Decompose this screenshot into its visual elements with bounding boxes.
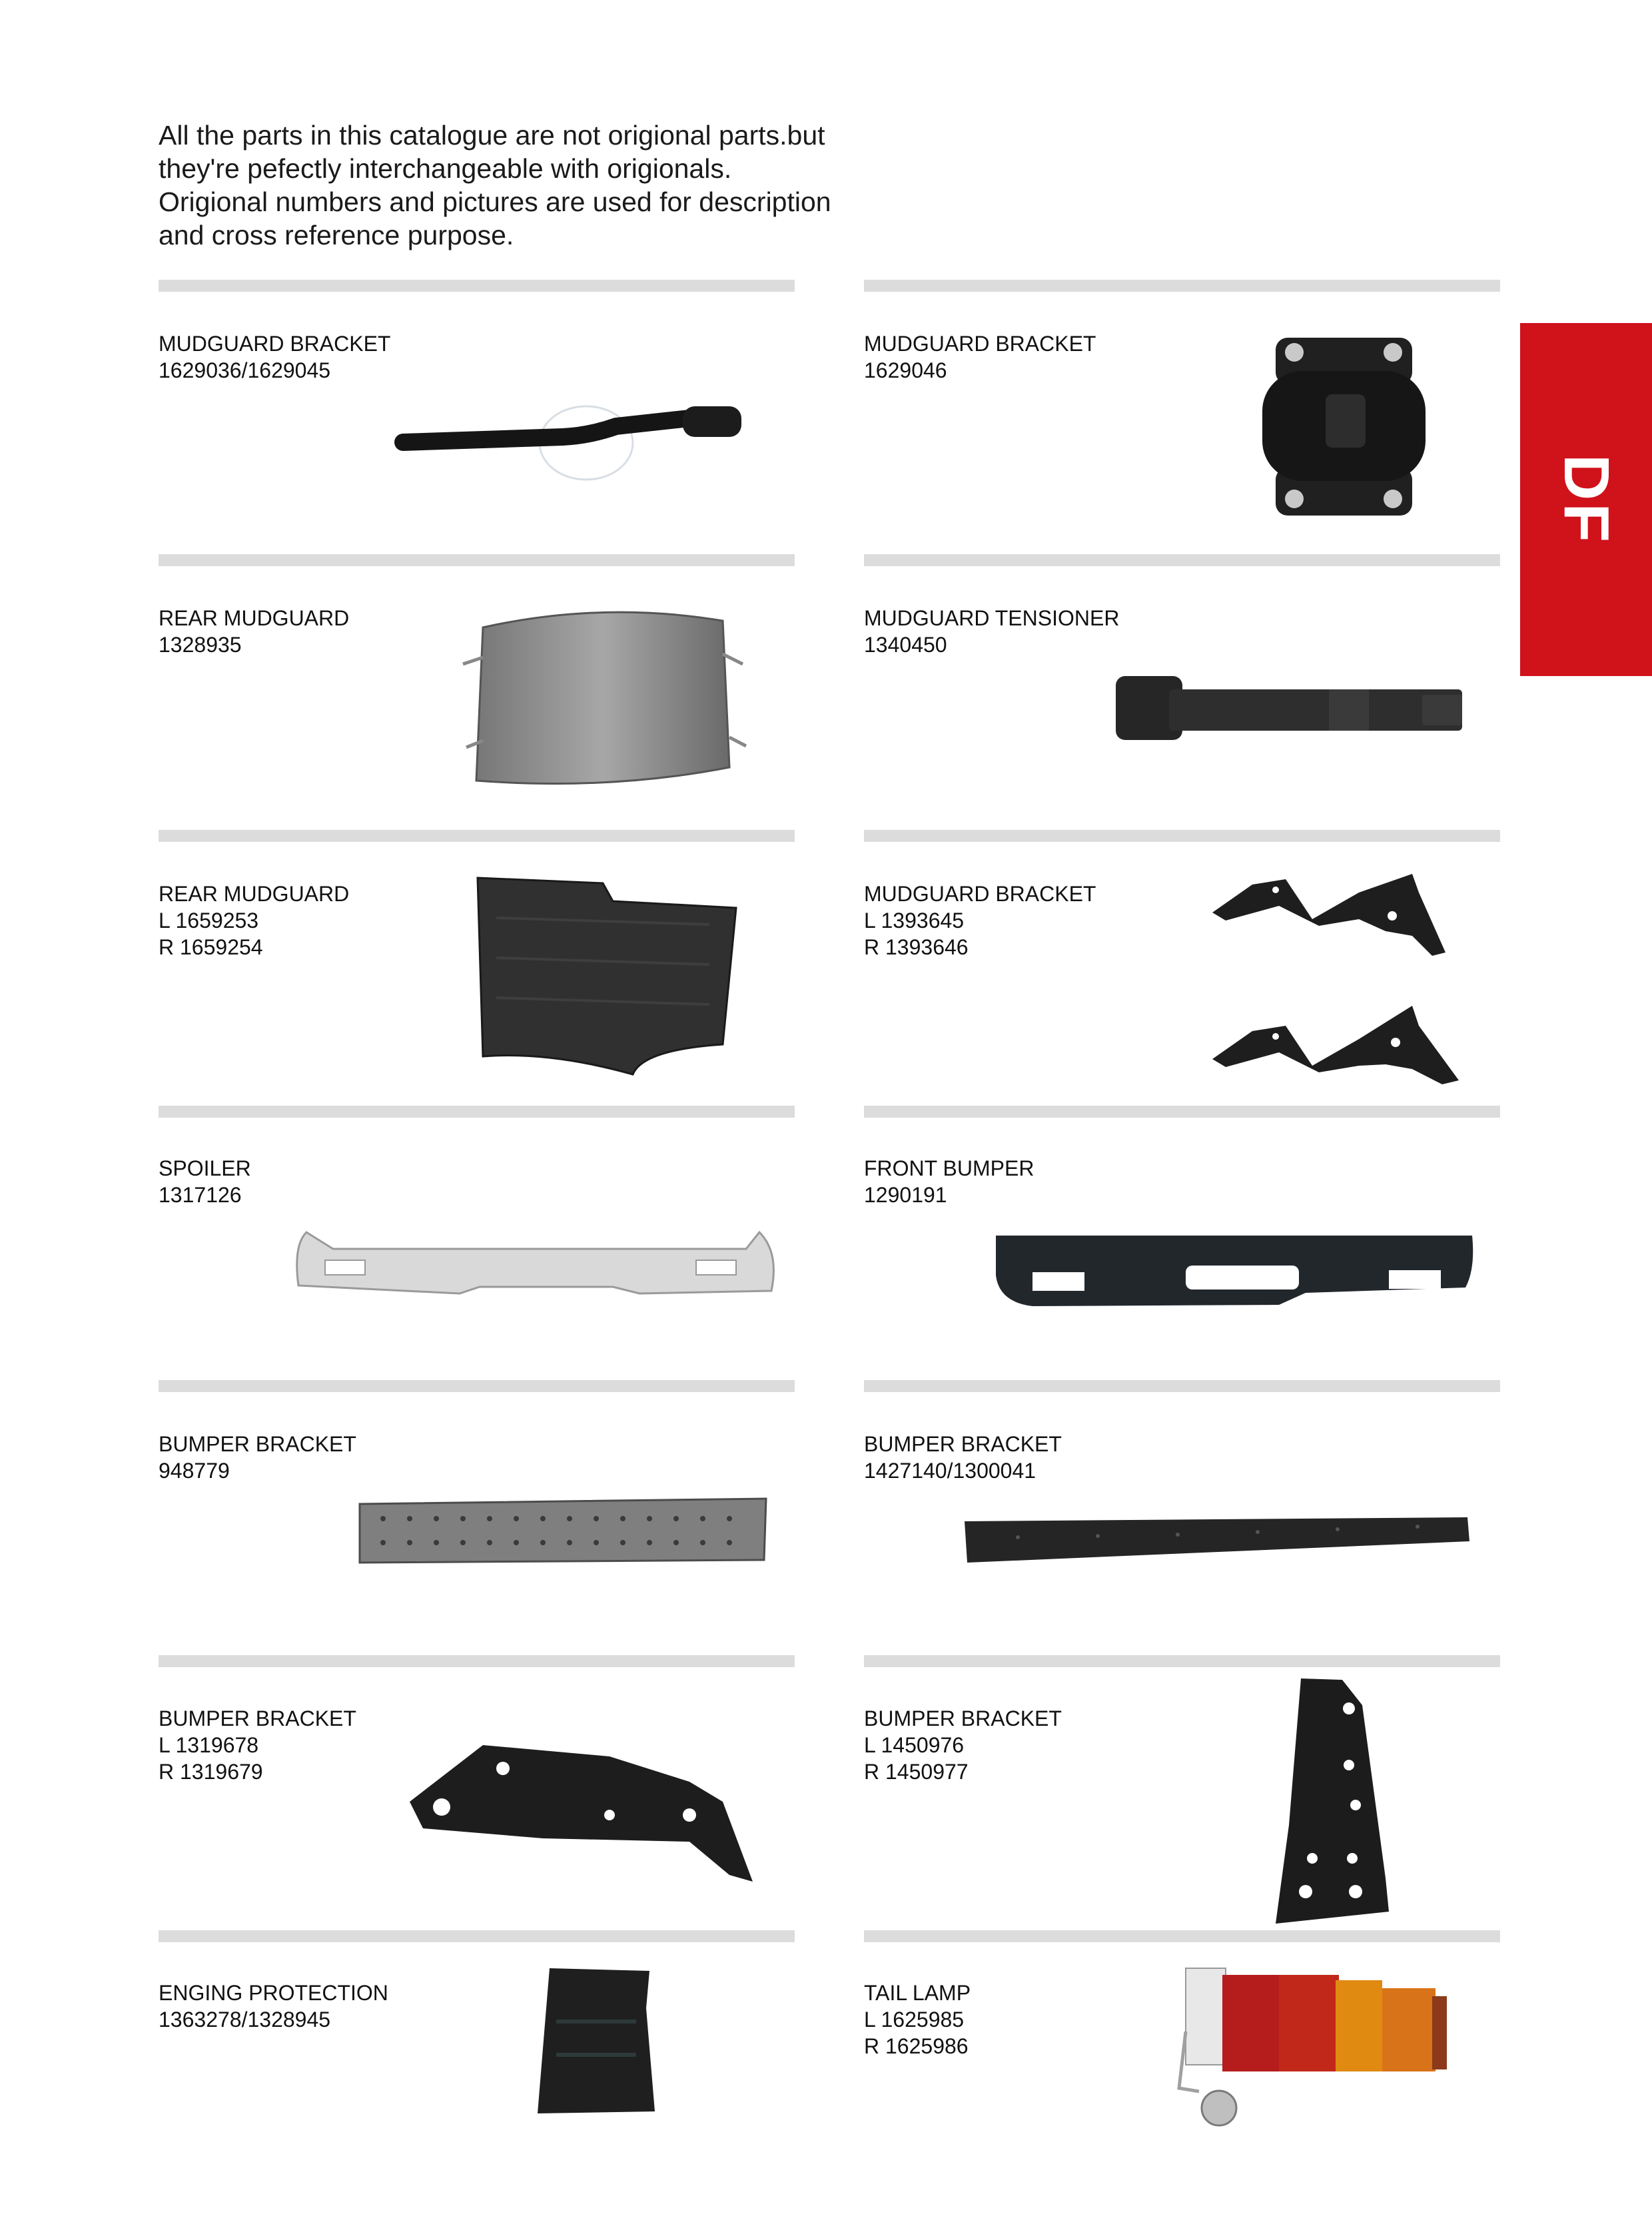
part-label bbox=[159, 605, 349, 658]
part-label bbox=[864, 330, 1096, 384]
part-name: FRONT BUMPER bbox=[864, 1156, 1034, 1180]
brand-side-tab bbox=[1520, 323, 1652, 676]
part-label bbox=[864, 1705, 1062, 1785]
section-divider bbox=[864, 1655, 1500, 1667]
part-number: 1290191 bbox=[864, 1183, 947, 1207]
part-label bbox=[864, 881, 1096, 960]
engine-guard-icon bbox=[536, 1968, 656, 2115]
part-number: 1363278/1328945 bbox=[159, 2008, 331, 2032]
part-number: 1427140/1300041 bbox=[864, 1459, 1036, 1483]
part-label bbox=[864, 605, 1119, 658]
part-name: BUMPER BRACKET bbox=[159, 1706, 356, 1730]
part-name: BUMPER BRACKET bbox=[864, 1706, 1062, 1730]
section-divider bbox=[159, 830, 795, 842]
part-label bbox=[159, 1705, 356, 1785]
section-divider bbox=[864, 554, 1500, 566]
part-number: 1328935 bbox=[159, 633, 242, 657]
part-name: MUDGUARD BRACKET bbox=[864, 332, 1096, 356]
mudguard-bracket-clamp-icon bbox=[1262, 331, 1426, 521]
mudguard-bracket-pair-icon bbox=[1212, 873, 1465, 1086]
part-name: TAIL LAMP bbox=[864, 1981, 971, 2005]
part-label bbox=[159, 1155, 251, 1208]
part-label bbox=[159, 1980, 388, 2033]
part-name: BUMPER BRACKET bbox=[864, 1432, 1062, 1456]
part-name: MUDGUARD BRACKET bbox=[864, 882, 1096, 906]
part-label bbox=[159, 881, 349, 960]
section-divider bbox=[159, 1106, 795, 1118]
section-divider bbox=[864, 1930, 1500, 1942]
part-number: R 1659254 bbox=[159, 935, 263, 959]
part-label bbox=[864, 1155, 1034, 1208]
part-name: MUDGUARD TENSIONER bbox=[864, 606, 1120, 630]
part-name: ENGING PROTECTION bbox=[159, 1981, 388, 2005]
part-number: 1629036/1629045 bbox=[159, 358, 331, 382]
part-number: L 1659253 bbox=[159, 909, 259, 932]
tail-lamp-icon bbox=[1172, 1968, 1452, 2128]
part-name: MUDGUARD BRACKET bbox=[159, 332, 391, 356]
rubber-tensioner-icon bbox=[1116, 676, 1465, 743]
disclaimer-line: and cross reference purpose. bbox=[159, 220, 514, 250]
rear-mudguard-metal-icon bbox=[463, 607, 756, 794]
section-divider bbox=[864, 1380, 1500, 1392]
part-label bbox=[159, 1431, 356, 1484]
section-divider bbox=[864, 280, 1500, 292]
disclaimer-text bbox=[159, 119, 891, 252]
part-number: R 1625986 bbox=[864, 2034, 969, 2058]
disclaimer-line: All the parts in this catalogue are not origional parts.but bbox=[159, 120, 825, 151]
part-name: REAR MUDGUARD bbox=[159, 606, 350, 630]
angled-bracket-icon bbox=[410, 1742, 756, 1888]
section-divider bbox=[864, 830, 1500, 842]
part-number: L 1319678 bbox=[159, 1733, 259, 1757]
rear-mudguard-plastic-icon bbox=[470, 878, 739, 1074]
part-number: R 1450977 bbox=[864, 1760, 969, 1784]
section-divider bbox=[159, 1380, 795, 1392]
part-label bbox=[159, 330, 390, 384]
part-number: 1629046 bbox=[864, 358, 947, 382]
front-bumper-icon bbox=[993, 1236, 1475, 1309]
part-name: REAR MUDGUARD bbox=[159, 882, 350, 906]
section-divider bbox=[159, 1655, 795, 1667]
part-number: 948779 bbox=[159, 1459, 230, 1483]
part-number: L 1393645 bbox=[864, 909, 965, 932]
part-number: 1317126 bbox=[159, 1183, 242, 1207]
long-bar-icon bbox=[965, 1517, 1471, 1564]
disclaimer-line: Origional numbers and pictures are used for description bbox=[159, 186, 831, 217]
perforated-bar-icon bbox=[356, 1499, 769, 1565]
spoiler-icon bbox=[293, 1232, 776, 1299]
part-number: 1340450 bbox=[864, 633, 947, 657]
part-number: R 1393646 bbox=[864, 935, 969, 959]
brand-tab-label: DF bbox=[1551, 454, 1622, 545]
part-number: L 1450976 bbox=[864, 1733, 965, 1757]
section-divider bbox=[159, 1930, 795, 1942]
mudguard-bracket-rod-icon bbox=[396, 400, 749, 486]
section-divider bbox=[159, 554, 795, 566]
part-number: R 1319679 bbox=[159, 1760, 263, 1784]
part-name: SPOILER bbox=[159, 1156, 251, 1180]
part-name: BUMPER BRACKET bbox=[159, 1432, 356, 1456]
tall-bracket-icon bbox=[1276, 1678, 1389, 1924]
part-number: L 1625985 bbox=[864, 2008, 965, 2032]
disclaimer-line: they're pefectly interchangeable with origionals. bbox=[159, 153, 732, 184]
part-label bbox=[864, 1980, 971, 2059]
section-divider bbox=[864, 1106, 1500, 1118]
part-label bbox=[864, 1431, 1062, 1484]
section-divider bbox=[159, 280, 795, 292]
